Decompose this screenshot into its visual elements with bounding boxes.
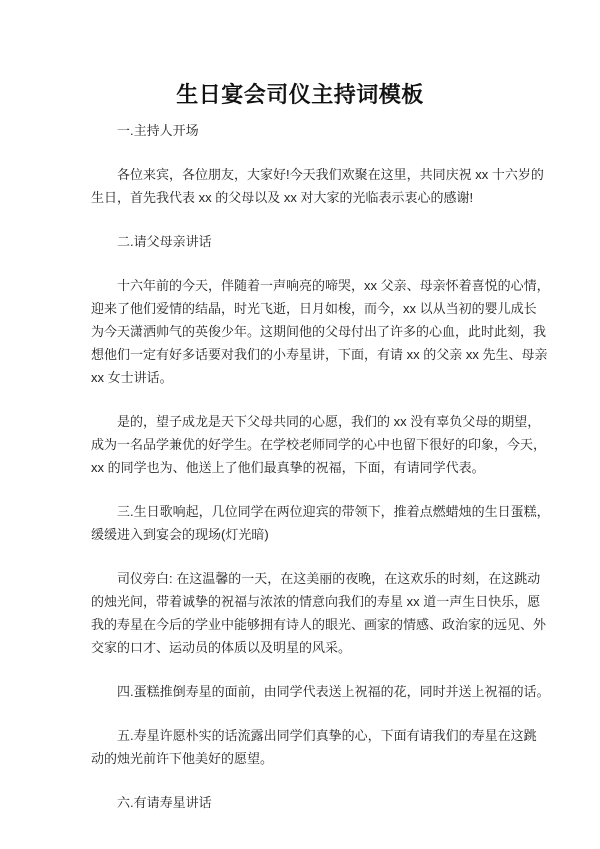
text-line: 的烛光间，带着诚挚的祝福与浓浓的情意向我们的寿星 xx 道一声生日快乐，愿 <box>91 594 541 609</box>
text-line: 是的，望子成龙是天下父母共同的心愿，我们的 xx 没有辜负父母的期望， <box>117 414 541 429</box>
paragraph <box>91 274 550 389</box>
text-line: 各位来宾，各位朋友，大家好!今天我们欢聚在这里，共同庆祝 xx 十六岁的 <box>117 167 544 182</box>
text-line: 五.寿星许愿朴实的话流露出同学们真挚的心，下面有请我们的寿星在这跳 <box>117 728 537 743</box>
document-body <box>91 119 550 835</box>
paragraph <box>91 724 537 770</box>
text-line: 二.请父母亲讲话 <box>117 234 212 249</box>
section-heading <box>91 230 531 253</box>
text-line: 交家的口才、运动员的体质以及明星的风采。 <box>91 640 352 655</box>
text-line: 十六年前的今天，伴随着一声响亮的啼哭，xx 父亲、母亲怀着喜悦的心情， <box>117 278 550 293</box>
paragraph <box>91 500 550 546</box>
document-title: 生日宴会司仪主持词模板 <box>176 82 424 107</box>
text-line: 六.有请寿星讲话 <box>117 795 212 810</box>
text-line: 动的烛光前许下他美好的愿望。 <box>91 751 274 766</box>
text-line: 一.主持人开场 <box>117 123 199 138</box>
text-line: 四.蛋糕推倒寿星的面前，由同学代表送上祝福的花，同时并送上祝福的话。 <box>117 684 550 699</box>
text-line: 司仪旁白: 在这温馨的一天，在这美丽的夜晚，在这欢乐的时刻，在这跳动 <box>117 571 541 586</box>
text-line: 想他们一定有好多话要对我们的小寿星讲，下面，有请 xx 的父亲 xx 先生、母亲 <box>91 347 548 362</box>
paragraph <box>91 680 550 703</box>
paragraph <box>91 410 547 479</box>
text-line: 缓缓进入到宴会的现场(灯光暗) <box>91 527 269 542</box>
section-heading <box>91 791 531 814</box>
paragraph <box>91 163 544 209</box>
text-line: xx 女士讲话。 <box>91 370 173 385</box>
text-line: 为今天潇洒帅气的英俊少年。这期间他的父母付出了许多的心血，此时此刻，我 <box>91 324 547 339</box>
text-line: 生日，首先我代表 xx 的父母以及 xx 对大家的光临表示衷心的感谢! <box>91 190 474 205</box>
text-line: 我的寿星在今后的学业中能够拥有诗人的眼光、画家的情感、政治家的远见、外 <box>91 617 547 632</box>
paragraph <box>91 567 547 659</box>
text-line: xx 的同学也为、他送上了他们最真挚的祝福，下面，有请同学代表。 <box>91 460 485 475</box>
section-heading <box>91 119 531 142</box>
text-line: 三.生日歌响起，几位同学在两位迎宾的带领下，推着点燃蜡烛的生日蛋糕， <box>117 504 550 519</box>
text-line: 成为一名品学兼优的好学生。在学校老师同学的心中也留下很好的印象，今天， <box>91 437 547 452</box>
text-line: 迎来了他们爱情的结晶，时光飞逝，日月如梭，而今，xx 以从当初的婴儿成长 <box>91 301 537 316</box>
